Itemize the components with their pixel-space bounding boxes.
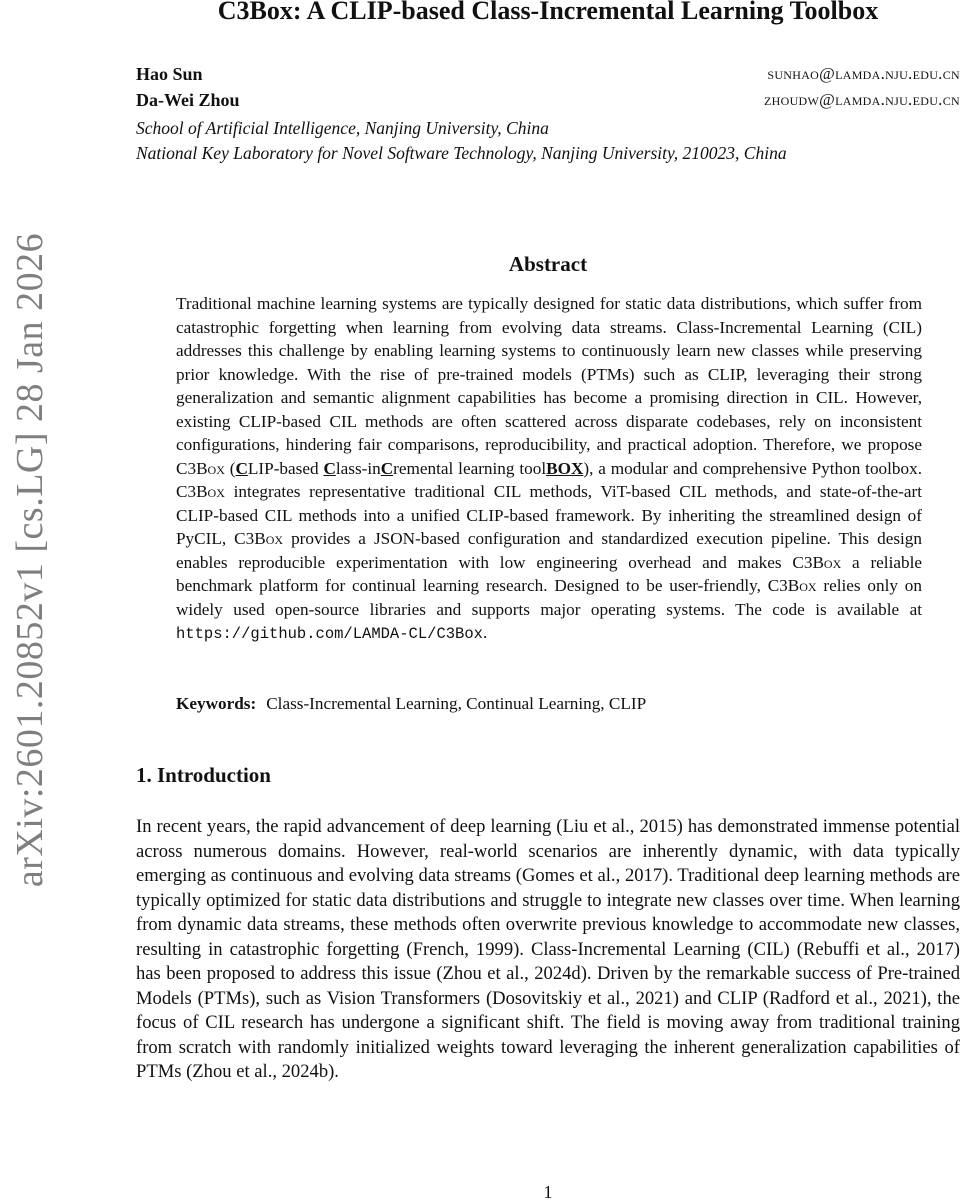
page-number: 1 bbox=[543, 1182, 553, 1202]
abstract-text: integrates representative traditional CIL methods, ViT-based CIL methods, and state-of-the-art CLIP-based CIL methods into a unified CLIP-based framework. By inheriting the streamlined design of PyCIL, C3 bbox=[176, 482, 922, 548]
section-heading: 1. Introduction bbox=[136, 763, 271, 787]
introduction-paragraph: In recent years, the rapid advancement of deep learning (Liu et al., 2015) has demonstrated immense potential across numerous domains. However, real-world scenarios are inherently dynamic, with data typically emerging as continuous and evolving data streams (Gomes et al., 2017). Traditional deep learning methods are typically optimized for static data distributions and struggle to integrate new classes over time. When learning from dynamic data streams, these methods often overwrite previous knowledge to accommodate new classes, resulting in catastrophic forgetting (French, 1999). Class-Incremental Learning (CIL) (Rebuffi et al., 2017) has been proposed to address this issue (Zhou et al., 2024d). Driven by the remarkable success of Pre-trained Models (PTMs), such as Vision Transformers (Dosovitskiy et al., 2021) and CLIP (Radford et al., 2021), the focus of CIL research has undergone a significant shift. The field is moving away from traditional training from scratch with randomly initialized weights toward leveraging the inherent generalization capabilities of PTMs (Zhou et al., 2024b). bbox=[136, 816, 960, 1082]
author-row bbox=[136, 88, 960, 112]
abstract-text: a reliable benchmark platform for continual learning research. Designed to be user-friendly, C3 bbox=[176, 552, 922, 595]
author-name: Da-Wei Zhou bbox=[136, 90, 240, 110]
abstract-text: relies only on widely used open-source libraries and supports major operating systems. The code is available at bbox=[176, 576, 922, 619]
affiliation: School of Artificial Intelligence, Nanjing University, China bbox=[136, 118, 549, 138]
acronym-letter: C bbox=[235, 458, 248, 478]
abstract-text: . bbox=[482, 623, 488, 642]
keywords-label: Keywords: bbox=[176, 694, 257, 713]
paper-title: C3Box: A CLIP-based Class-Incremental Learning Toolbox bbox=[217, 0, 879, 25]
author-email[interactable]: sunhao@lamda.nju.edu.cn bbox=[767, 64, 960, 83]
code-url-link[interactable]: https://github.com/LAMDA-CL/C3Box bbox=[176, 625, 483, 643]
author-name: Hao Sun bbox=[136, 64, 203, 84]
arxiv-side-stamp bbox=[0, 0, 60, 1200]
keywords-text: Class-Incremental Learning, Continual Learning, CLIP bbox=[266, 694, 647, 713]
keywords bbox=[176, 692, 922, 716]
abstract-text: ), a modular and comprehensive Python toolbox. C3 bbox=[176, 458, 922, 501]
acronym-letter: C bbox=[323, 458, 336, 478]
abstract-text: Traditional machine learning systems are typically designed for static data distributions, which suffer from catastrophic forgetting when learning from evolving data streams. Class-Incremental Learning (CIL) addresses this challenge by enabling learning systems to continuously learn new classes while preserving prior knowledge. With the rise of pre-trained models (PTMs) such as CLIP, leveraging their strong generalization and semantic alignment capabilities has become a promising direction in CIL. However, existing CLIP-based CIL methods are often scattered across disparate codebases, rely on inconsistent configurations, hindering fair comparisons, reproducibility, and practical adoption. Therefore, we propose C3 bbox=[176, 294, 922, 478]
toolbox-name-smallcaps: Box bbox=[812, 552, 842, 572]
toolbox-name-smallcaps: Box bbox=[196, 458, 225, 478]
abstract-text: remental learning tool bbox=[393, 458, 547, 478]
toolbox-name-smallcaps: Box bbox=[787, 576, 817, 595]
abstract-text: ( bbox=[224, 458, 236, 478]
toolbox-name-smallcaps: Box bbox=[196, 482, 225, 501]
author-row bbox=[136, 62, 960, 86]
abstract-text: LIP-based bbox=[247, 458, 324, 478]
abstract-heading: Abstract bbox=[508, 252, 588, 276]
acronym-letter: BOX bbox=[546, 458, 584, 478]
abstract-body bbox=[176, 292, 922, 647]
affiliation: National Key Laboratory for Novel Software Technology, Nanjing University, 210023, China bbox=[136, 143, 787, 163]
abstract-text: lass-in bbox=[335, 458, 381, 478]
acronym-letter: C bbox=[380, 458, 394, 478]
toolbox-name-smallcaps: Box bbox=[254, 529, 284, 548]
arxiv-identifier: arXiv:2601.20852v1 [cs.LG] 28 Jan 2026 bbox=[9, 232, 51, 888]
abstract-text: provides a JSON-based configuration and standardized execution pipeline. This design enables reproducible experimentation with low engineering overhead and makes C3 bbox=[176, 529, 922, 572]
author-email[interactable]: zhoudw@lamda.nju.edu.cn bbox=[764, 90, 960, 109]
